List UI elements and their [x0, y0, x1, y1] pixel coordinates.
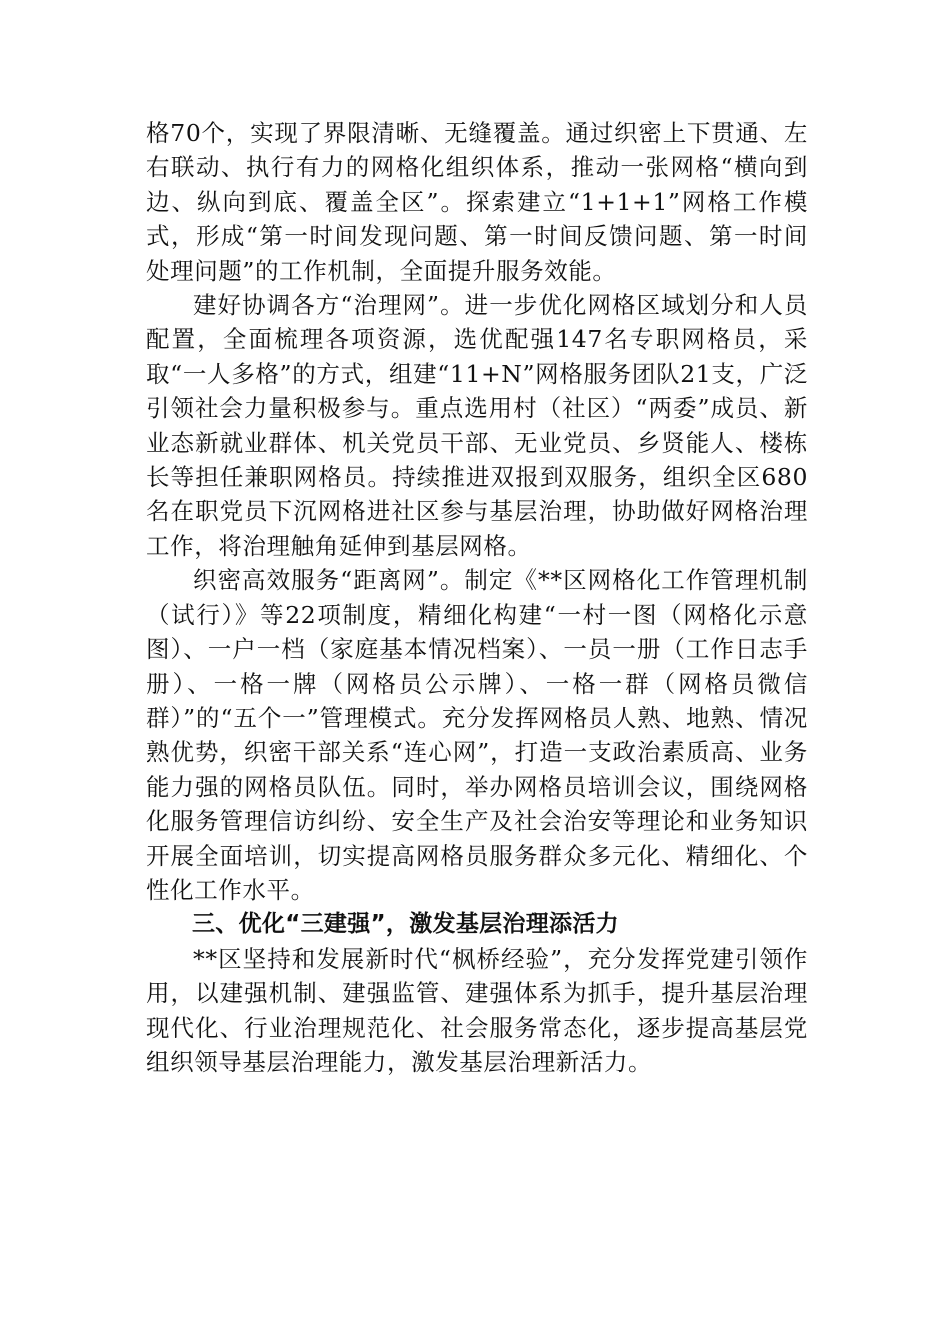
paragraph-governance-network: 建好协调各方“治理网”。进一步优化网格区域划分和人员配置，全面梳理各项资源，选优配强147名专职网格员，采取“一人多格”的方式，组建“11+N”网格服务团队21支，广泛引领社会力量积极参与。重点选用村（社区）“两委”成员、新业态新就业群体、机关党员干部、无业党员、乡贤能人、楼栋长等担任兼职网格员。持续推进双报到双服务，组织全区680名在职党员下沉网格进社区参与基层治理，协助做好网格治理工作，将治理触角延伸到基层网格。: [146, 291, 808, 560]
paragraph-service-network: 织密高效服务“距离网”。制定《**区网格化工作管理机制（试行）》等22项制度，精细化构建“一村一图（网格化示意图）、一户一档（家庭基本情况档案）、一员一册（工作日志手册）、一格一牌（网格员公示牌）、一格一群（网格员微信群）”的“五个一”管理模式。充分发挥网格员人熟、地熟、情况熟优势，织密干部关系“连心网”，打造一支政治素质高、业务能力强的网格员队伍。同时，举办网格员培训会议，围绕网格化服务管理信访纠纷、安全生产及社会治安等理论和业务知识开展全面培训，切实提高网格员服务群众多元化、精细化、个性化工作水平。: [146, 566, 808, 904]
document-body: [146, 116, 808, 1079]
paragraph-section-intro: **区坚持和发展新时代“枫桥经验”，充分发挥党建引领作用，以建强机制、建强监管、建强体系为抓手，提升基层治理现代化、行业治理规范化、社会服务常态化，逐步提高基层党组织领导基层治理能力，激发基层治理新活力。: [146, 944, 808, 1076]
section-heading: 三、优化“三建强”，激发基层治理添活力: [192, 911, 619, 938]
paragraph-grid-coverage: 格70个，实现了界限清晰、无缝覆盖。通过织密上下贯通、左右联动、执行有力的网格化组织体系，推动一张网格“横向到边、纵向到底、覆盖全区”。探索建立“1+1+1”网格工作模式，形成“第一时间发现问题、第一时间反馈问题、第一时间处理问题”的工作机制，全面提升服务效能。: [146, 119, 808, 285]
